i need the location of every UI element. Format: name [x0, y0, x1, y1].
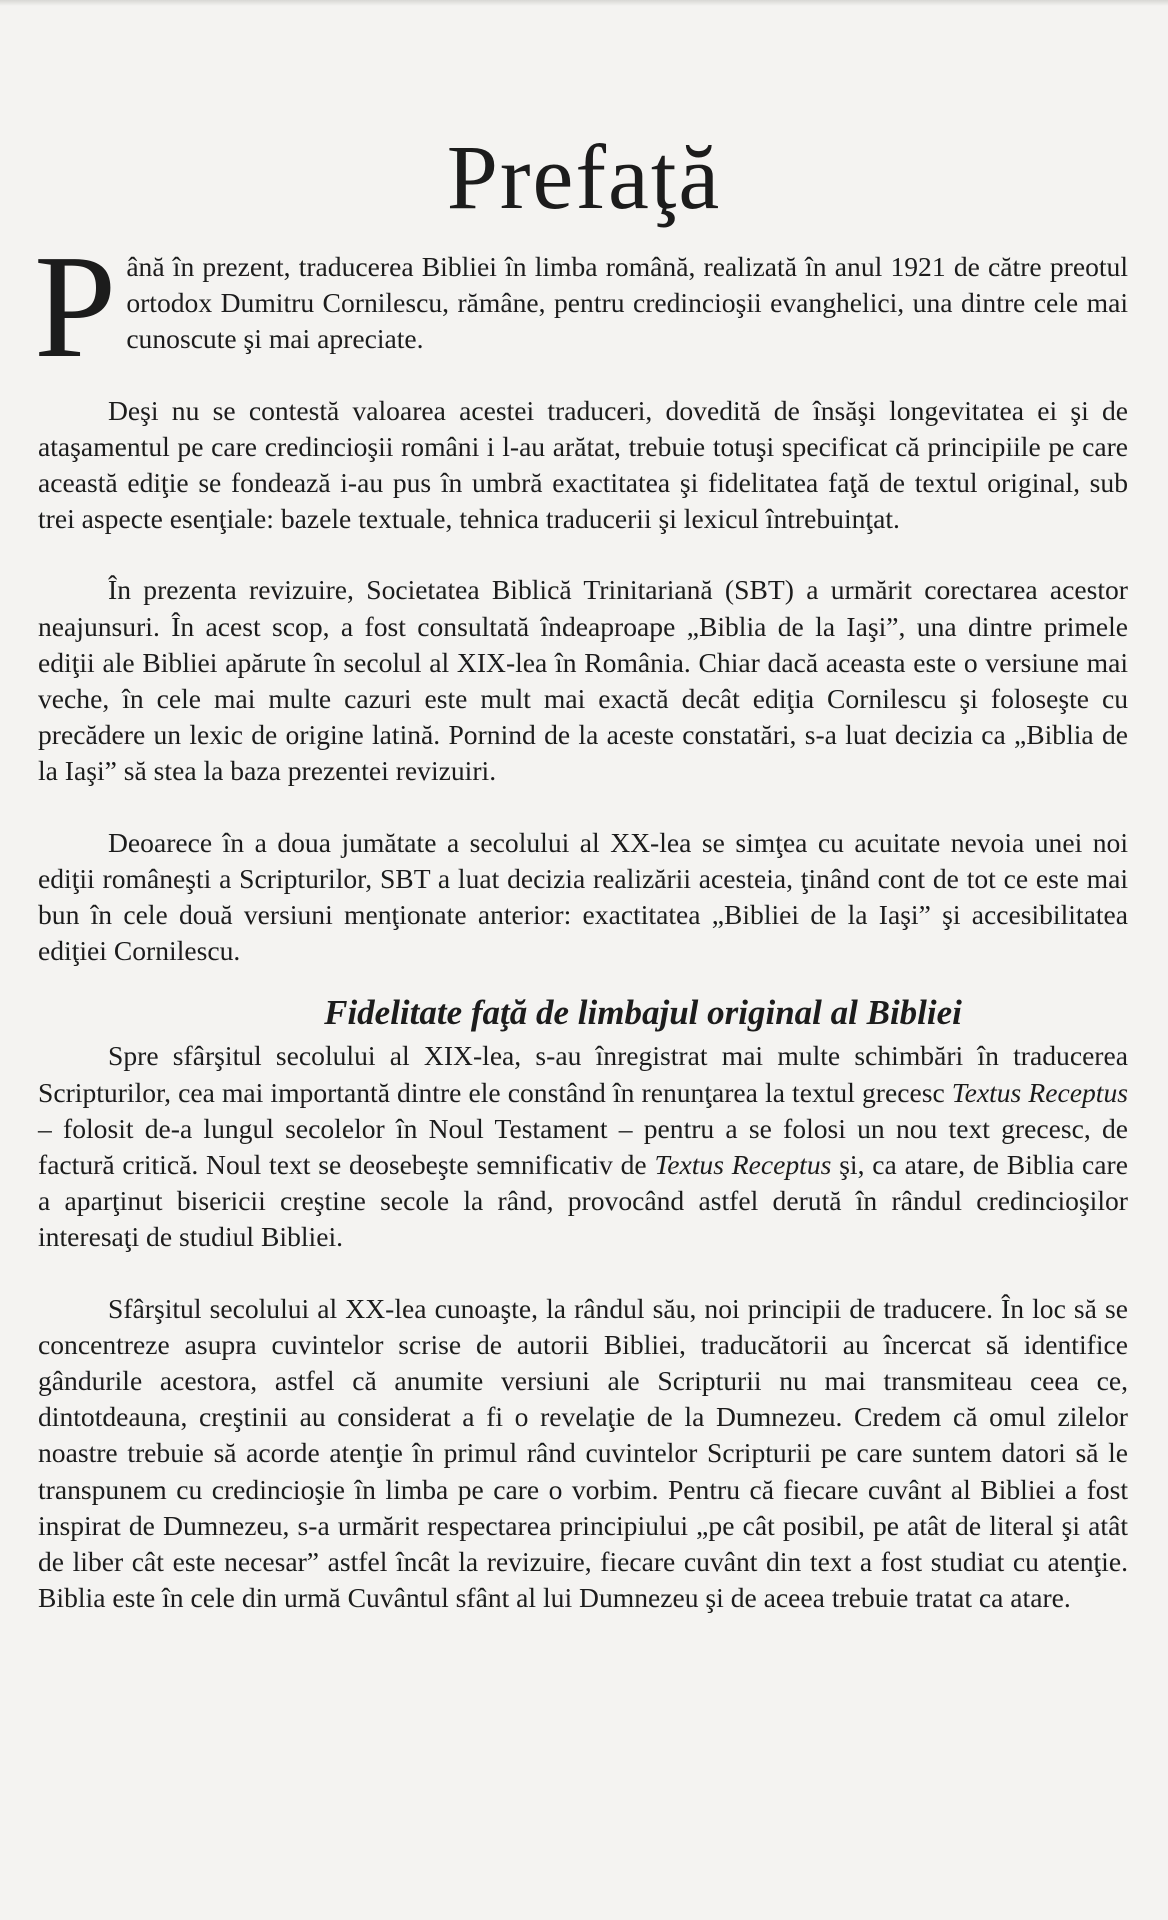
paragraph-6: Sfârşitul secolului al XX-lea cunoaşte, la rândul său, noi principii de traducere. În loc să se concentreze asupra cuvintelor scrise de autorii Bibliei, traducătorii au încercat să identifice gândurile acestora, astfel că anumite versiuni ale Scripturii nu mai transmiteau ceea ce, dintotdeauna, creştinii au considerat a fi o revelaţie de la Dumnezeu. Credem că omul zilelor noastre trebuie să acorde atenţie în primul rând cuvintelor Scripturii pe care suntem datori să le transpunem cu credincioşie în limba pe care o vorbim. Pentru că fiecare cuvânt al Bibliei a fost inspirat de Dumnezeu, s-a urmărit respectarea principiului „pe cât posibil, pe atât de literal şi atât de liber cât este necesar” astfel încât la revizuire, fiecare cuvânt din text a fost studiat cu atenţie. Biblia este în cele din urmă Cuvântul sfânt al lui Dumnezeu şi de aceea trebuie tratat ca atare. — [38, 1292, 1128, 1614]
paragraph-2: Deşi nu se contestă valoarea acestei traduceri, dovedită de însăşi longevitatea ei şi de ataşamentul pe care credincioşii români i l-au arătat, trebuie totuşi specificat că principiile pe care această ediţie se fondează i-au pus în umbră exactitatea şi fidelitatea faţă de textul original, sub trei aspecte esenţiale: bazele textuale, tehnica traducerii şi lexicul întrebuinţat. — [38, 394, 1128, 535]
paragraph-5-part-3: şi, ca atare, de Biblia care a aparţinut bisericii creştine secole la rând, provocând astfel derută în rândul credincioşilor interesaţi de studiul Bibliei. — [38, 1149, 1128, 1253]
textus-receptus-term: Textus Receptus — [654, 1149, 832, 1181]
body-text — [34, 225, 1128, 1617]
paragraph-intro — [34, 225, 1128, 389]
page-top-edge — [0, 0, 1168, 6]
paragraph-5 — [38, 1038, 1128, 1255]
section-heading: Fidelitate faţă de limbajul original al Bibliei — [324, 993, 962, 1033]
textus-receptus-term: Textus Receptus — [951, 1076, 1128, 1108]
paragraph-3: În prezenta revizuire, Societatea Biblică Trinitariană (SBT) a urmărit corectarea acestor neajunsuri. În acest scop, a fost consultată îndeaproape „Biblia de la Iaşi”, una dintre primele ediţii ale Bibliei apărute în secolul al XIX-lea în România. Chiar dacă aceasta este o versiune mai veche, în cele mai multe cazuri este mult mai exactă decât ediţia Cornilescu şi foloseşte cu precădere un lexic de origine latină. Pornind de la aceste constatări, s-a luat decizia ca „Biblia de la Iaşi” să stea la baza prezentei revizuiri. — [38, 574, 1128, 787]
page-title: Prefaţă — [446, 126, 722, 228]
paragraph-4: Deoarece în a doua jumătate a secolului al XX-lea se simţea cu acuitate nevoia unei noi ediţii româneşti a Scripturilor, SBT a luat decizia realizării acesteia, ţinând cont de tot ce este mai bun în cele două versiuni menţionate anterior: exactitatea „Bibliei de la Iaşi” şi accesibilitatea ediţiei Cornilescu. — [38, 826, 1128, 967]
paragraph-5-part-2: – folosit de-a lungul secolelor în Noul Testament – pentru a se folosi un nou text grecesc, de factură critică. Noul text se deosebeşte semnificativ de — [38, 1112, 1128, 1181]
paragraph-intro-text: ână în prezent, traducerea Bibliei în limba română, realizată în anul 1921 de către preotul ortodox Dumitru Cornilescu, rămâne, pentru credincioşii evanghelici, una dintre cele mai cunoscute şi mai apreciate. — [126, 251, 1128, 355]
drop-cap: P — [34, 225, 117, 389]
paragraph-5-part-1: Spre sfârşitul secolului al XIX-lea, s-au înregistrat mai multe schimbări în traducerea Scripturilor, cea mai importantă dintre ele constând în renunţarea la textul grecesc — [38, 1040, 1128, 1108]
